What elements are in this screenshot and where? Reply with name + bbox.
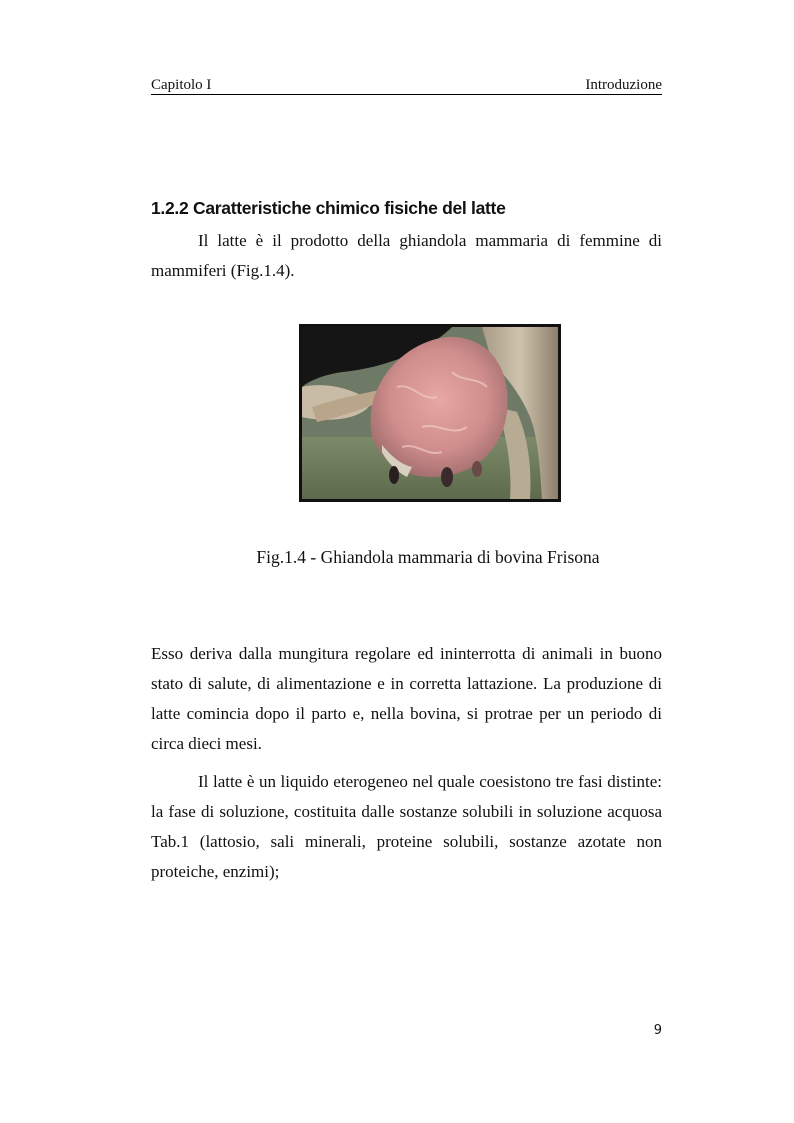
chapter-label: Capitolo I <box>151 77 212 93</box>
paragraph-milking: Esso deriva dalla mungitura regolare ed ininterrotta di animali in buono stato di salute, di alimentazione e in corretta lattazione. La produzione di latte comincia dopo il parto e, nella bovina, si protrae per un periodo di circa dieci mesi. <box>151 644 662 753</box>
figure-caption: Fig.1.4 - Ghiandola mammaria di bovina Frisona <box>256 547 600 567</box>
page-number: 9 <box>653 1023 662 1038</box>
section-label: Introduzione <box>585 77 662 93</box>
section-heading: 1.2.2 Caratteristiche chimico fisiche del latte <box>151 198 506 218</box>
paragraph-phases: Il latte è un liquido eterogeneo nel quale coesistono tre fasi distinte: la fase di soluzione, costituita dalle sostanze solubili in soluzione acquosa Tab.1 (lattosio, sali minerali, proteine solubili, sostanze azotate non proteiche, enzimi); <box>151 772 662 881</box>
page-header <box>151 76 662 95</box>
paragraph-intro: Il latte è il prodotto della ghiandola mammaria di femmine di mammiferi (Fig.1.4). <box>151 231 662 280</box>
figure-photo-udder <box>299 324 561 502</box>
udder-photo-illustration <box>302 327 558 499</box>
